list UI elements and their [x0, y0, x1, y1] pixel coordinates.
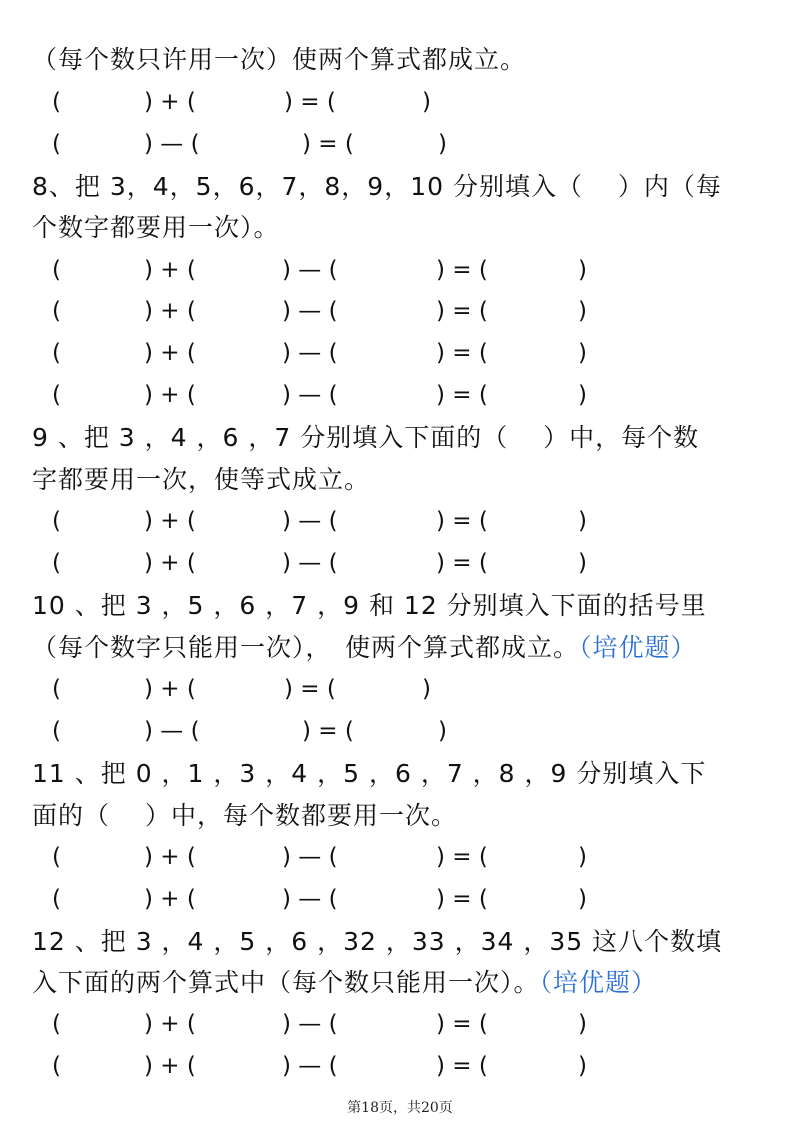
blank-open[interactable]: (: [52, 257, 61, 283]
plus-operator: ) + (: [144, 1011, 196, 1037]
advanced-tag: （培优题）: [539, 968, 658, 997]
minus-operator: ) — (: [144, 718, 200, 744]
plus-operator: ) + (: [144, 886, 196, 912]
equals-operator: ) = (: [302, 718, 354, 744]
problem-10-text: （每个数字只能用一次）， 使两个算式都成立。: [32, 633, 580, 662]
blank-open[interactable]: (: [52, 340, 61, 366]
equals-operator: ) = (: [302, 131, 354, 157]
problem-12-text-line-1: 12 、把 3 ，4 ，5 ，6 ，32 ，33 ，34 ，35 这八个数填: [32, 927, 723, 956]
problem-10-text-line-1: 10 、把 3 ，5 ，6 ，7 ，9 和 12 分别填入下面的括号里: [32, 591, 707, 620]
problem-9-text-line-2: 字都要用一次，使等式成立。: [32, 465, 371, 494]
advanced-tag: （培优题）: [579, 633, 697, 662]
problem-10-text-line-2: [32, 632, 697, 664]
equals-operator: ) = (: [436, 382, 488, 408]
page-number: 第18页，共20页: [347, 1100, 453, 1116]
plus-operator: ) + (: [144, 1053, 196, 1079]
minus-operator: ) — (: [282, 844, 338, 870]
problem-12-text-line-2: [32, 967, 657, 999]
problem-8-text-line-2: 个数字都要用一次）。: [32, 213, 280, 242]
blank-close[interactable]: ): [578, 508, 587, 534]
minus-operator: ) — (: [282, 550, 338, 576]
blank-open[interactable]: (: [52, 1011, 61, 1037]
blank-open[interactable]: (: [52, 1053, 61, 1079]
plus-operator: ) + (: [144, 340, 196, 366]
equals-operator: ) = (: [284, 676, 336, 702]
blank-close[interactable]: ): [578, 550, 587, 576]
plus-operator: ) + (: [144, 550, 196, 576]
equals-operator: ) = (: [436, 340, 488, 366]
blank-open[interactable]: (: [52, 298, 61, 324]
problem-11-text-line-1: 11 、把 0 ，1 ，3 ，4 ，5 ，6 ，7 ，8 ，9 分别填入下: [32, 759, 707, 788]
minus-operator: ) — (: [282, 886, 338, 912]
blank-open[interactable]: (: [52, 844, 61, 870]
plus-operator: ) + (: [144, 257, 196, 283]
blank-close[interactable]: ): [438, 131, 447, 157]
blank-open[interactable]: (: [52, 718, 61, 744]
blank-close[interactable]: ): [422, 89, 431, 115]
blank-open[interactable]: (: [52, 886, 61, 912]
plus-operator: ) + (: [144, 844, 196, 870]
problem-11-text-line-2: 面的（ ）中，每个数都要用一次。: [32, 801, 457, 830]
blank-close[interactable]: ): [578, 886, 587, 912]
plus-operator: ) + (: [144, 676, 196, 702]
blank-close[interactable]: ): [578, 382, 587, 408]
blank-open[interactable]: (: [52, 676, 61, 702]
blank-close[interactable]: ): [578, 298, 587, 324]
minus-operator: ) — (: [282, 1011, 338, 1037]
problem-9-text-line-1: 9 、把 3 ，4 ，6 ，7 分别填入下面的（ ）中，每个数: [32, 423, 700, 452]
blank-open[interactable]: (: [52, 508, 61, 534]
equals-operator: ) = (: [436, 298, 488, 324]
equals-operator: ) = (: [436, 550, 488, 576]
equals-operator: ) = (: [436, 1053, 488, 1079]
plus-operator: ) + (: [144, 382, 196, 408]
equals-operator: ) = (: [284, 89, 336, 115]
problem-12-text: 入下面的两个算式中（每个数只能用一次）。: [32, 968, 540, 997]
equals-operator: ) = (: [436, 1011, 488, 1037]
problem-8-text-line-1: 8、把 3，4，5，6，7，8，9，10 分别填入（ ）内（每: [32, 172, 722, 201]
blank-close[interactable]: ): [578, 1011, 587, 1037]
equals-operator: ) = (: [436, 257, 488, 283]
minus-operator: ) — (: [144, 131, 200, 157]
minus-operator: ) — (: [282, 340, 338, 366]
blank-close[interactable]: ): [578, 340, 587, 366]
blank-close[interactable]: ): [578, 844, 587, 870]
minus-operator: ) — (: [282, 257, 338, 283]
plus-operator: ) + (: [144, 298, 196, 324]
blank-open[interactable]: (: [52, 89, 61, 115]
equals-operator: ) = (: [436, 508, 488, 534]
blank-open[interactable]: (: [52, 131, 61, 157]
minus-operator: ) — (: [282, 298, 338, 324]
minus-operator: ) — (: [282, 382, 338, 408]
plus-operator: ) + (: [144, 89, 196, 115]
problem-7-text-line-1: （每个数只许用一次）使两个算式都成立。: [32, 45, 527, 74]
blank-open[interactable]: (: [52, 382, 61, 408]
blank-open[interactable]: (: [52, 550, 61, 576]
equals-operator: ) = (: [436, 886, 488, 912]
blank-close[interactable]: ): [578, 1053, 587, 1079]
blank-close[interactable]: ): [422, 676, 431, 702]
plus-operator: ) + (: [144, 508, 196, 534]
blank-close[interactable]: ): [578, 257, 587, 283]
equals-operator: ) = (: [436, 844, 488, 870]
minus-operator: ) — (: [282, 508, 338, 534]
minus-operator: ) — (: [282, 1053, 338, 1079]
blank-close[interactable]: ): [438, 718, 447, 744]
